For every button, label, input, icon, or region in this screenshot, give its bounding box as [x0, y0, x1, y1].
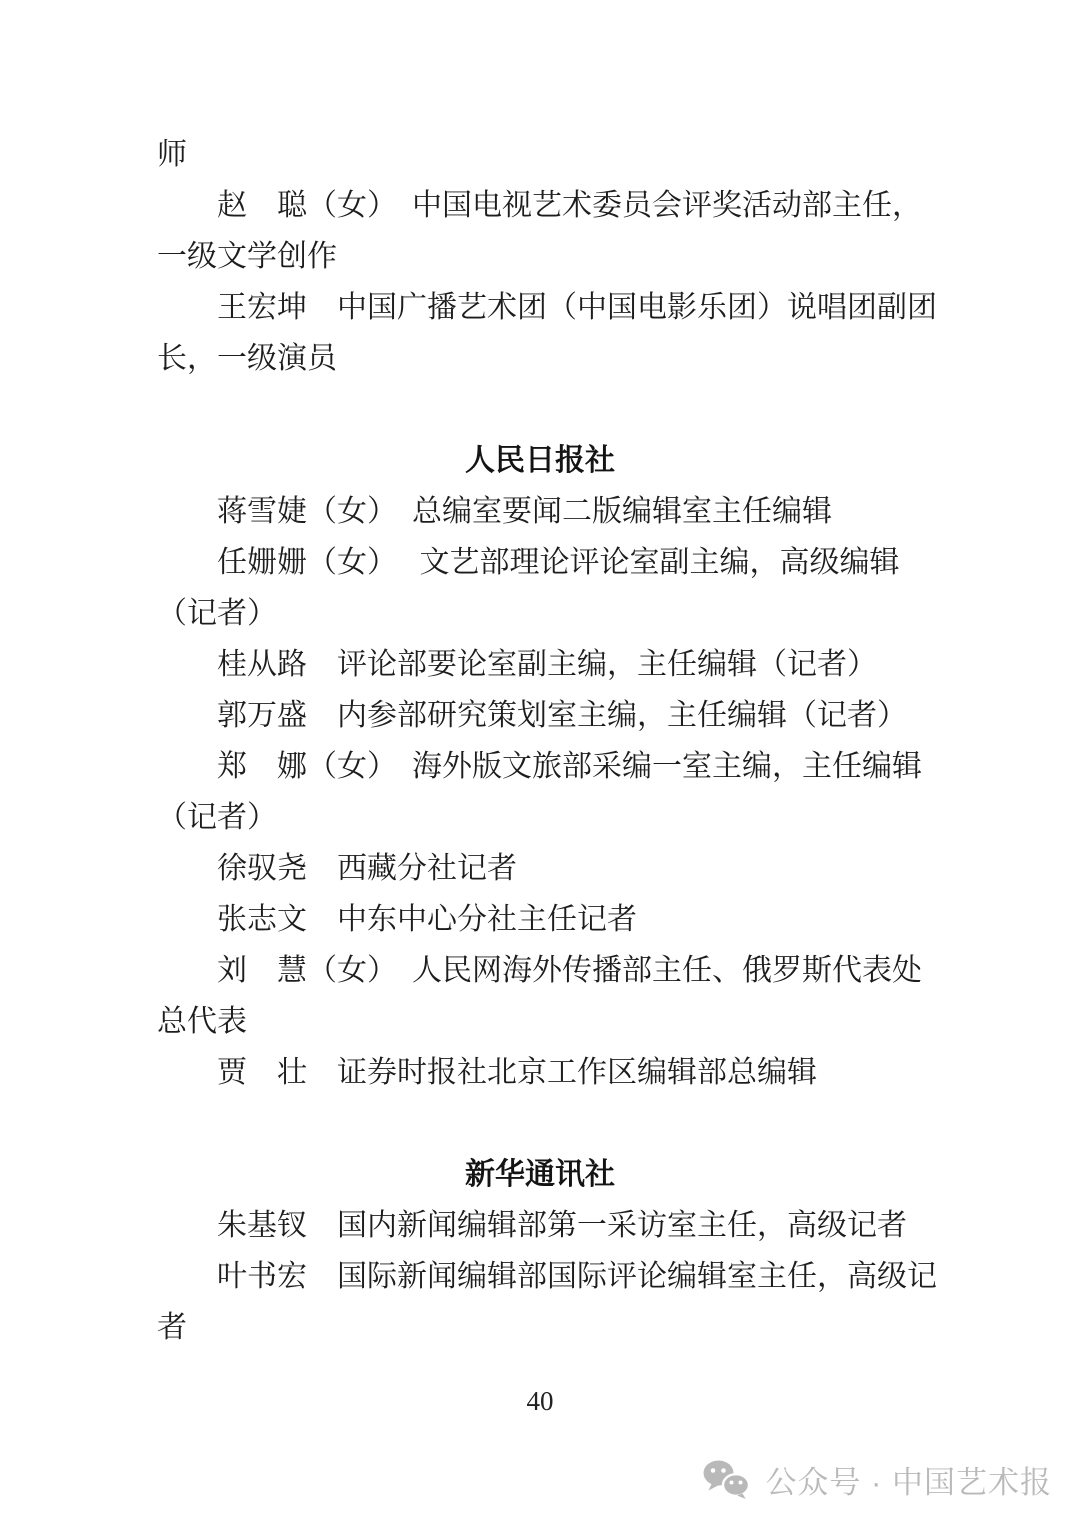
doc-line: 王宏坤 中国广播艺术团（中国电影乐团）说唱团副团: [217, 291, 937, 324]
document-body: [157, 129, 937, 1353]
wechat-icon: [702, 1459, 752, 1499]
doc-line: 赵 聪（女） 中国电视艺术委员会评奖活动部主任，: [217, 189, 922, 222]
doc-line: 徐驭尧 西藏分社记者: [217, 852, 517, 885]
section-heading-xinhua: 新华通讯社: [465, 1158, 615, 1191]
doc-line: 长，一级演员: [157, 342, 337, 375]
doc-line: 师: [157, 138, 187, 171]
doc-line: 张志文 中东中心分社主任记者: [217, 903, 637, 936]
doc-line: 郑 娜（女） 海外版文旅部采编一室主编，主任编辑: [217, 750, 922, 783]
doc-line: 者: [157, 1311, 187, 1344]
doc-line: （记者）: [157, 801, 277, 834]
doc-line: 桂从路 评论部要论室副主编，主任编辑（记者）: [217, 648, 877, 681]
doc-line: 郭万盛 内参部研究策划室主编，主任编辑（记者）: [217, 699, 907, 732]
doc-line: 叶书宏 国际新闻编辑部国际评论编辑室主任，高级记: [217, 1260, 937, 1293]
doc-line: 刘 慧（女） 人民网海外传播部主任、俄罗斯代表处: [217, 954, 922, 987]
doc-line: 总代表: [157, 1005, 247, 1038]
doc-line: 蒋雪婕（女） 总编室要闻二版编辑室主任编辑: [217, 495, 832, 528]
section-heading-peoples-daily: 人民日报社: [465, 444, 615, 477]
doc-line: 任姗姗（女） 文艺部理论评论室副主编，高级编辑: [217, 546, 900, 579]
doc-line: （记者）: [157, 597, 277, 630]
doc-line: 贾 壮 证券时报社北京工作区编辑部总编辑: [217, 1056, 817, 1089]
watermark: [702, 1458, 1052, 1500]
page-number: 40: [526, 1386, 554, 1416]
doc-line: 朱基钗 国内新闻编辑部第一采访室主任，高级记者: [217, 1209, 907, 1242]
watermark-text: 公众号 · 中国艺术报: [765, 1464, 1052, 1500]
doc-line: 一级文学创作: [157, 240, 337, 273]
